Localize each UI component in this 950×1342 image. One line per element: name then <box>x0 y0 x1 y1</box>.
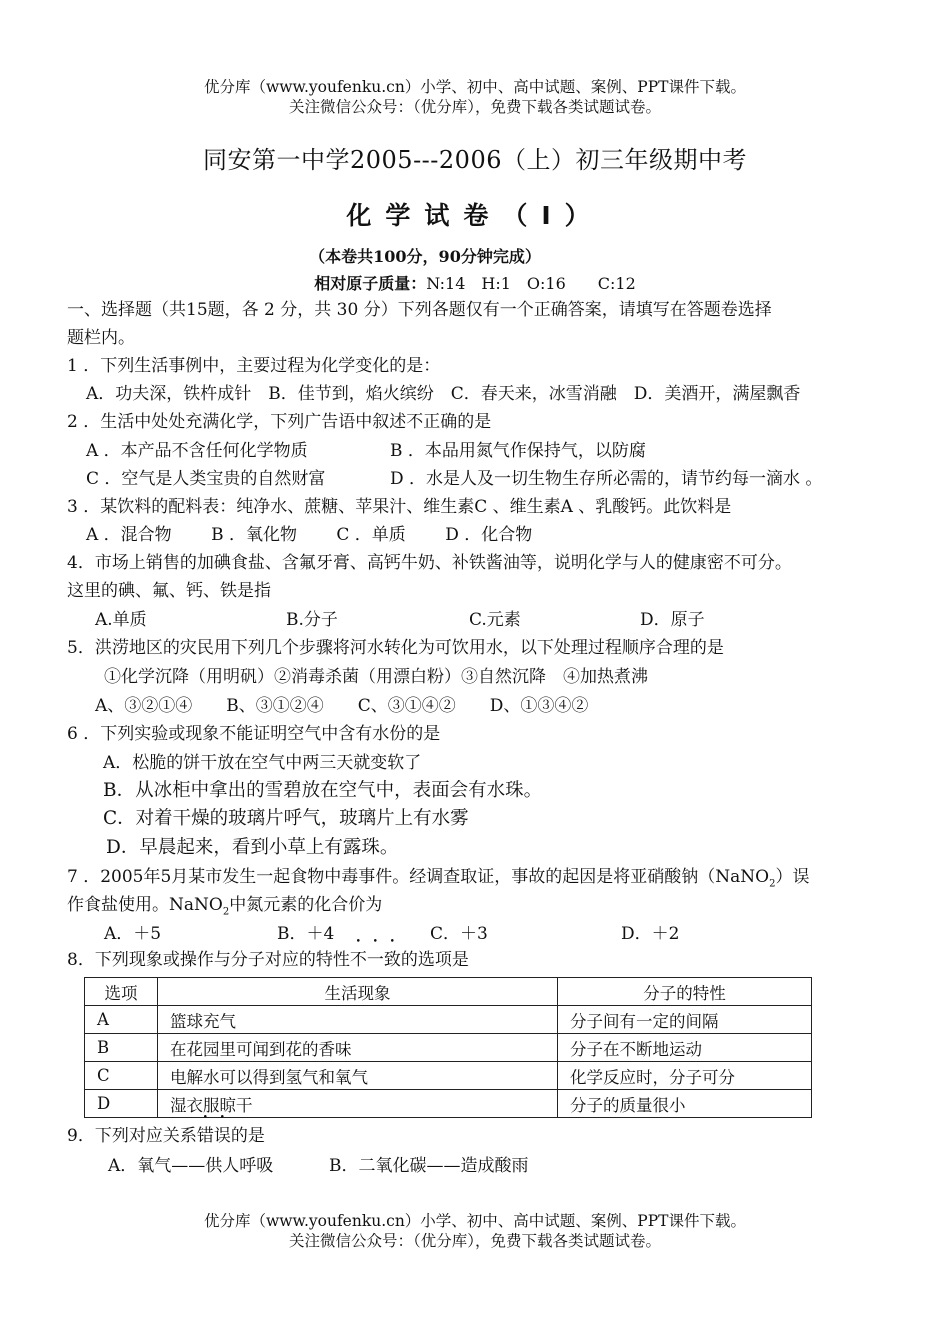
q7-stem-1-subscript: 2 <box>769 878 776 890</box>
q6-stem: 6 ．下列实验或现象不能证明空气中含有水份的是 <box>67 724 441 744</box>
q5-steps: ①化学沉降（用明矾）②消毒杀菌（用漂白粉）③自然沉降 ④加热煮沸 <box>104 667 648 687</box>
footer-line-2: 关注微信公众号：（优分库），免费下载各类试题试卷。 <box>288 1232 661 1250</box>
q7-option-b: B．＋4 <box>277 924 335 944</box>
emphasis-char: 不 <box>349 950 367 970</box>
table-cell: 分子在不断地运动 <box>558 1034 812 1062</box>
emphasis-char: 误 <box>213 1126 231 1146</box>
q5-options: A、③②①④ B、③①②④ C、③①④② D、①③④② <box>95 696 589 716</box>
table-cell: 湿衣服晾干 <box>158 1090 558 1118</box>
q7-option-d: D．＋2 <box>621 924 680 944</box>
q4-option-d: D．原子 <box>640 610 705 630</box>
q1-stem: 1 ．下列生活事例中，主要过程为化学变化的是： <box>67 356 441 376</box>
q6-option-d: D．早晨起来，看到小草上有露珠。 <box>106 837 399 858</box>
paper-title: 化学试卷（Ⅰ） <box>346 201 604 230</box>
q2-option-d: D ．水是人及一切生物生存所必需的，请节约每一滴水 。 <box>390 469 823 489</box>
table-row <box>85 1062 812 1090</box>
atomic-mass-values: N:14 H:1 O:16 C:12 <box>426 274 636 293</box>
q7-stem-2-subscript: 2 <box>222 906 230 918</box>
q9-emphasis-text <box>197 1126 231 1146</box>
q7-stem-2-text: 作食盐使用。NaNO <box>67 895 223 915</box>
header-line-1: 优分库（www.youfenku.cn）小学、初中、高中试题、案例、PPT课件下载。 <box>203 78 747 96</box>
emphasis-char: 一 <box>366 950 384 970</box>
q9-option-b: B．二氧化碳——造成酸雨 <box>329 1156 529 1176</box>
table-header-cell: 生活现象 <box>158 978 558 1006</box>
q8-emphasis-text <box>350 950 401 970</box>
table-cell: 篮球充气 <box>158 1006 558 1034</box>
table-cell: 化学反应时，分子可分 <box>558 1062 812 1090</box>
q4-option-b: B.分子 <box>286 610 338 630</box>
q2-stem: 2 ．生活中处处充满化学，下列广告语中叙述不正确的是 <box>67 412 492 432</box>
q8-table <box>84 977 812 1118</box>
q2-option-a: A ．本产品不含任何化学物质 <box>86 441 308 461</box>
q7-stem-1 <box>67 866 810 895</box>
q7-option-a: A．＋5 <box>104 924 162 944</box>
q7-option-c: C．＋3 <box>430 924 488 944</box>
q4-option-c: C.元素 <box>469 610 521 630</box>
q9-emphasis <box>197 1125 231 1147</box>
q2-option-b: B ．本品用氮气作保持气，以防腐 <box>390 441 646 461</box>
q4-stem-2: 这里的碘、氟、钙、铁是指 <box>67 581 271 601</box>
q5-stem: 5．洪涝地区的灾民用下列几个步骤将河水转化为可饮用水，以下处理过程顺序合理的是 <box>67 638 724 658</box>
table-header-cell: 选项 <box>85 978 158 1006</box>
q7-stem-1-text: 7 ．2005年5月某市发生一起食物中毒事件。经调查取证，事故的起因是将亚硝酸钠（NaNO <box>67 867 770 887</box>
table-header-cell: 分子的特性 <box>558 978 812 1006</box>
q7-stem-2 <box>67 894 382 923</box>
table-cell: D <box>85 1090 158 1118</box>
paper-note: （本卷共100分，90分钟完成） <box>309 247 541 266</box>
q9-stem-end: 的是 <box>230 1126 265 1146</box>
school-title: 同安第一中学2005---2006（上）初三年级期中考 <box>203 146 747 174</box>
table-row <box>85 1090 812 1118</box>
section-intro-2: 题栏内。 <box>67 328 135 348</box>
q4-stem-1: 4．市场上销售的加碘食盐、含氟牙膏、高钙牛奶、补铁酱油等，说明化学与人的健康密不可分。 <box>67 553 792 573</box>
table-cell: B <box>85 1034 158 1062</box>
q9-option-a: A．氧气——供人呼吸 <box>108 1156 274 1176</box>
q8-stem <box>67 949 469 971</box>
q8-stem-end: 的选项是 <box>400 950 469 970</box>
q4-option-a: A.单质 <box>95 610 147 630</box>
q6-option-c: C．对着干燥的玻璃片呼气，玻璃片上有水雾 <box>103 808 469 829</box>
q8-emphasis <box>350 949 401 971</box>
table-row <box>85 1034 812 1062</box>
q6-option-b: B．从冰柜中拿出的雪碧放在空气中，表面会有水珠。 <box>103 780 543 801</box>
atomic-mass <box>0 271 950 294</box>
table-cell: 分子间有一定的间隔 <box>558 1006 812 1034</box>
q3-stem: 3 ．某饮料的配料表：纯净水、蔗糖、苹果汁、维生素C 、维生素A 、乳酸钙。此饮料是 <box>67 497 732 517</box>
emphasis-char: 错 <box>196 1126 214 1146</box>
q9-stem-text: 9．下列对应关系 <box>67 1126 197 1146</box>
section-intro-1: 一、选择题（共15题，各 2 分，共 30 分）下列各题仅有一个正确答案，请填写在答题卷选择 <box>67 300 772 320</box>
table-cell: C <box>85 1062 158 1090</box>
q7-stem-1-end: ）误 <box>775 867 810 887</box>
table-cell: 在花园里可闻到花的香味 <box>158 1034 558 1062</box>
table-row <box>85 1006 812 1034</box>
table-cell: 电解水可以得到氢气和氧气 <box>158 1062 558 1090</box>
table-cell: A <box>85 1006 158 1034</box>
emphasis-char: 致 <box>383 950 401 970</box>
q1-options: A．功夫深，铁杵成针 B．佳节到，焰火缤纷 C．春天来，冰雪消融 D．美酒开，满屋飘香 <box>86 384 801 404</box>
table-cell: 分子的质量很小 <box>558 1090 812 1118</box>
q7-stem-2-end: 中氮元素的化合价为 <box>229 895 383 915</box>
q2-option-c: C ．空气是人类宝贵的自然财富 <box>86 469 326 489</box>
atomic-mass-label: 相对原子质量： <box>314 274 427 293</box>
header-line-2: 关注微信公众号：（优分库），免费下载各类试题试卷。 <box>288 98 661 116</box>
q3-options: A ．混合物 B ．氧化物 C ．单质 D ．化合物 <box>86 525 533 545</box>
q8-stem-text: 8．下列现象或操作与分子对应的特性 <box>67 950 350 970</box>
footer-line-1: 优分库（www.youfenku.cn）小学、初中、高中试题、案例、PPT课件下载。 <box>203 1212 747 1230</box>
q6-option-a: A．松脆的饼干放在空气中两三天就变软了 <box>103 753 422 773</box>
q9-stem <box>67 1125 265 1147</box>
table-header-row <box>85 978 812 1006</box>
